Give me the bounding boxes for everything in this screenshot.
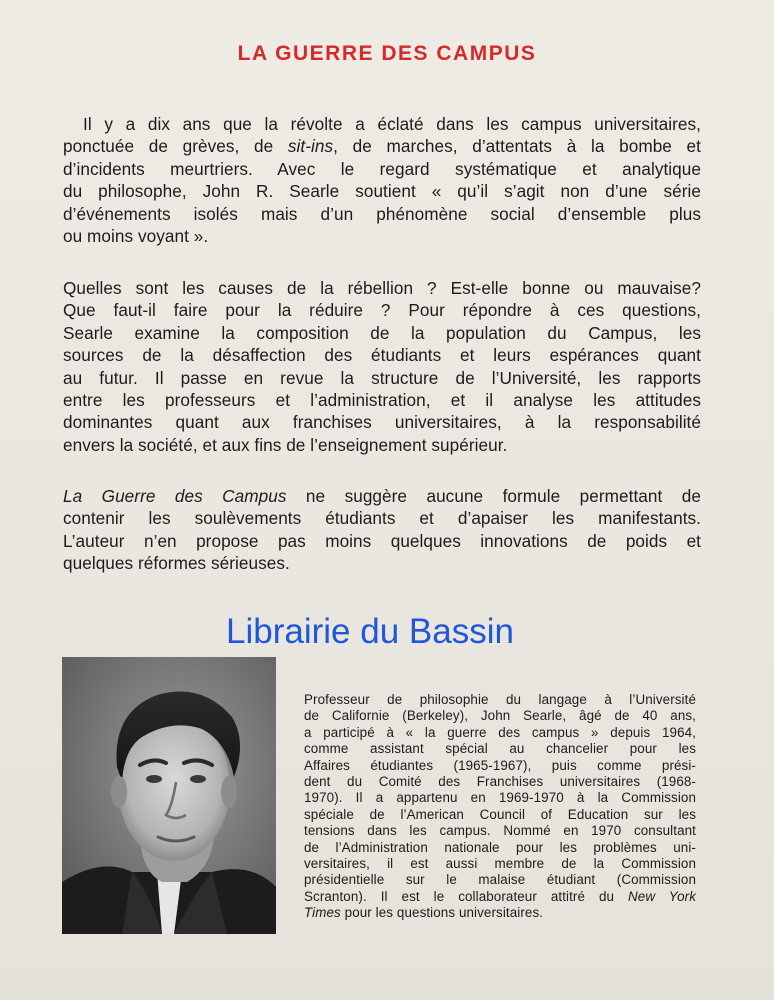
text-line: dominantes quant aux franchises universitaires, à la responsabilité xyxy=(63,412,701,433)
text-line: Il y a dix ans que la révolte a éclaté dans les campus universitaires, xyxy=(83,114,701,134)
bio-line: dent du Comité des Franchises universitaires (1968- xyxy=(304,774,696,790)
text-line: Que faut-il faire pour la réduire ? Pour répondre à ces questions, xyxy=(63,300,701,321)
italic-term: sit-ins xyxy=(287,136,334,157)
text-line: Quelles sont les causes de la rébellion ? Est-elle bonne ou mauvaise? xyxy=(63,278,701,298)
text-fragment: Scranton). Il est le collaborateur attitré du xyxy=(304,888,629,904)
paragraph-intro xyxy=(63,113,701,247)
text-fragment: , de marches, d’attentats à la bombe et xyxy=(333,136,701,157)
page-title: LA GUERRE DES CAMPUS xyxy=(237,42,537,65)
paragraph-causes xyxy=(63,277,701,456)
text-line: envers la société, et aux fins de l’enseignement supérieur. xyxy=(63,434,508,455)
watermark-text: Librairie du Bassin xyxy=(226,612,514,651)
bio-line xyxy=(304,889,696,905)
bio-line: a participé à « la guerre des campus » depuis 1964, xyxy=(304,724,696,740)
text-line: entre les professeurs et l’administration, et il analyse les attitudes xyxy=(63,390,701,411)
bio-line: comme assistant spécial au chancelier pour les xyxy=(304,741,696,757)
bio-line: Professeur de philosophie du langage à l’Université xyxy=(304,692,696,707)
paragraph-conclusion xyxy=(63,485,701,575)
text-line: quelques réformes sérieuses. xyxy=(63,553,290,574)
text-line: L’auteur n’en propose pas moins quelques innovations de poids et xyxy=(63,530,701,551)
bio-line: 1970). Il a appartenu en 1969-1970 à la Commission xyxy=(304,790,696,806)
text-line: du philosophe, John R. Searle soutient « qu’il s’agit non d’une série xyxy=(63,181,701,202)
text-fragment: ponctuée de grèves, de xyxy=(63,136,288,157)
text-line xyxy=(63,135,701,157)
text-line: contenir les soulèvements étudiants et d’apaiser les manifestants. xyxy=(63,508,701,529)
bio-line xyxy=(304,905,696,921)
text-line: Searle examine la composition de la population du Campus, les xyxy=(63,322,701,343)
bio-line: Affaires étudiantes (1965-1967), puis comme prési- xyxy=(304,757,696,773)
italic-book-title: La Guerre des Campus xyxy=(63,486,287,506)
bio-line: présidentielle sur le malaise étudiant (Commission xyxy=(304,872,696,888)
author-biography xyxy=(304,692,696,922)
author-photo xyxy=(62,657,276,934)
italic-newspaper: New York xyxy=(628,888,696,904)
text-line: au futur. Il passe en revue la structure de l’Université, les rapports xyxy=(63,367,701,388)
text-line xyxy=(63,485,701,507)
bio-line: versitaires, il est aussi membre de la Commission xyxy=(304,856,696,872)
text-line: d’incidents meurtriers. Avec le regard systématique et analytique xyxy=(63,158,701,179)
bio-line: tensions dans les campus. Nommé en 1970 consultant xyxy=(304,823,696,839)
text-fragment: pour les questions universitaires. xyxy=(340,905,544,921)
text-line: ou moins voyant ». xyxy=(63,226,209,247)
italic-newspaper: Times xyxy=(304,905,341,921)
bio-line: spéciale de l’American Council of Education sur les xyxy=(304,806,696,822)
portrait-photo-icon xyxy=(62,657,276,934)
bio-line: de Californie (Berkeley), John Searle, âgé de 40 ans, xyxy=(304,708,696,724)
text-line: sources de la désaffection des étudiants et leurs espérances quant xyxy=(63,345,701,366)
text-line: d’événements isolés mais d’un phénomène social d’ensemble plus xyxy=(63,203,701,224)
bio-line: de l’Administration nationale pour les problèmes uni- xyxy=(304,839,696,855)
text-fragment: ne suggère aucune formule permettant de xyxy=(286,486,701,506)
